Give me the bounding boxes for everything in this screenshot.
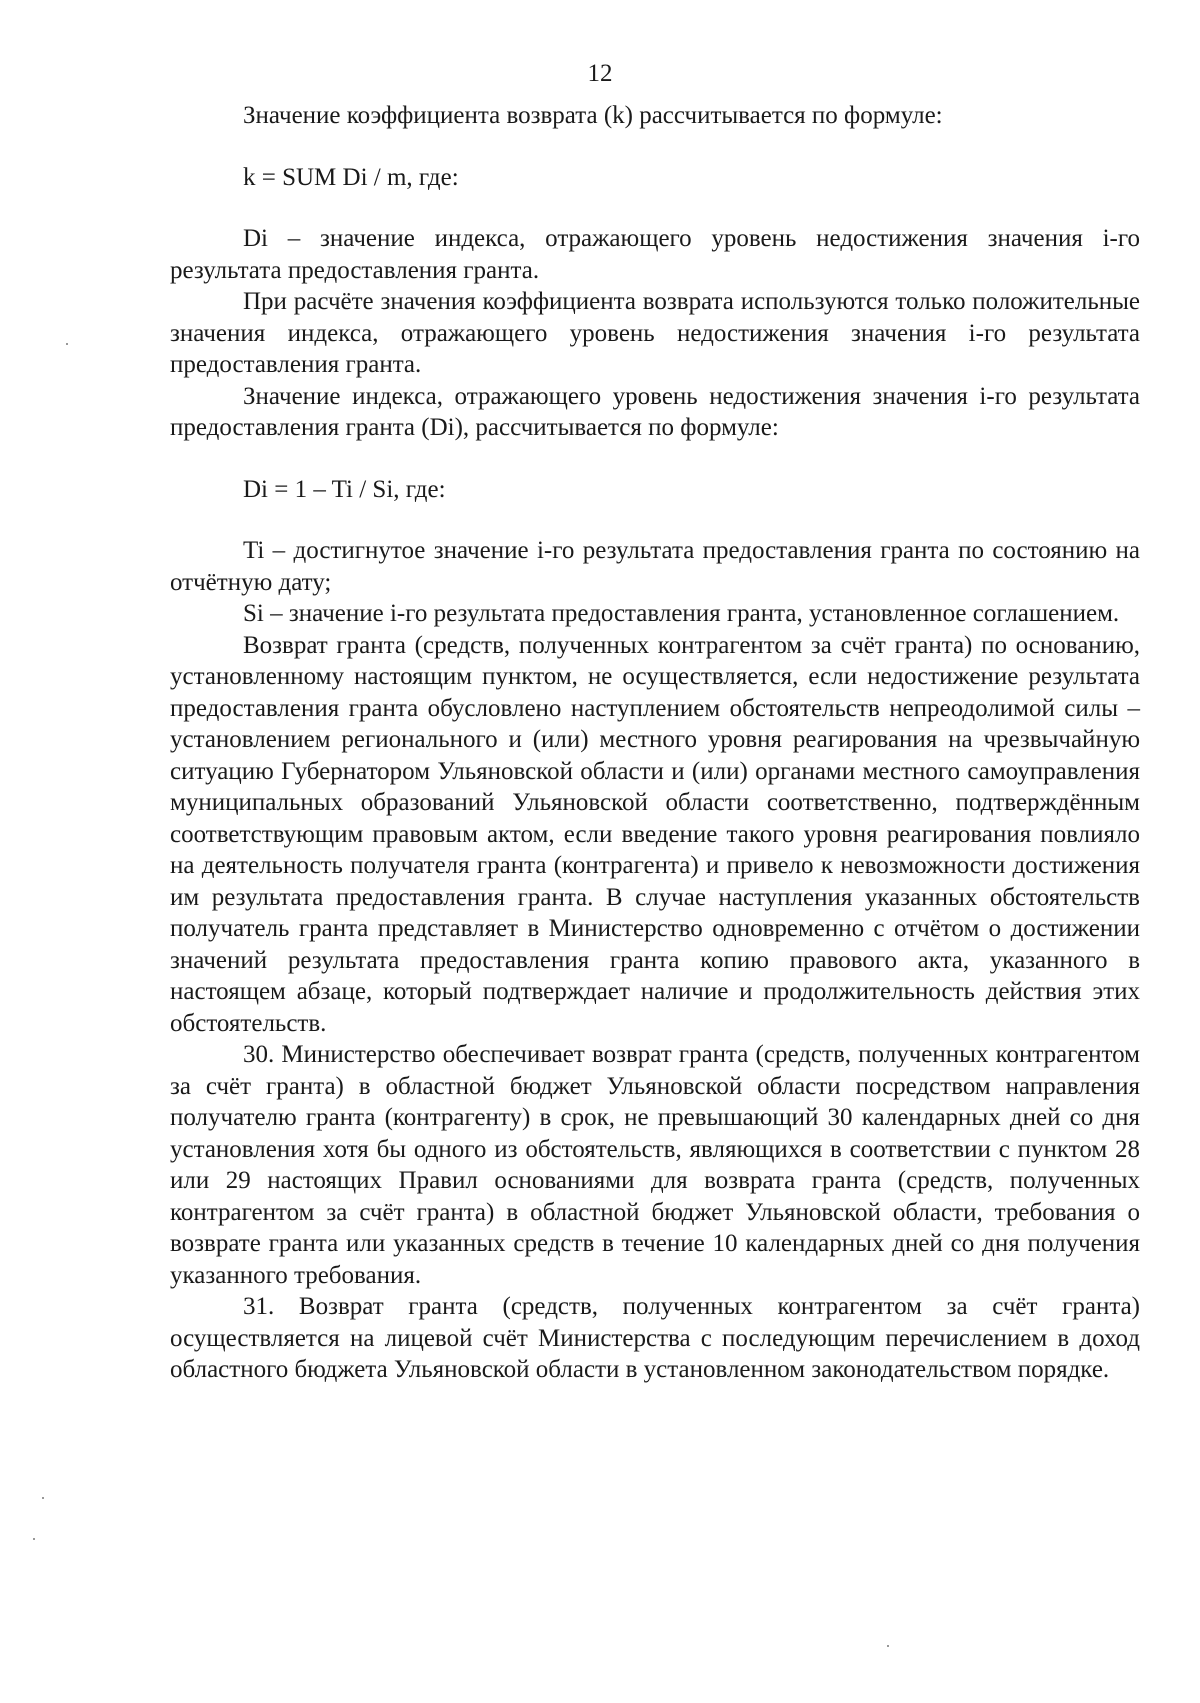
document-body (170, 100, 1140, 1386)
formula-di: Di = 1 – Ti / Si, где: (243, 475, 446, 503)
scan-speck (66, 343, 68, 345)
paragraph-positive-values: При расчёте значения коэффициента возврата используются только положительные значения индекса, отражающего уровень недостижения значения i-го результата предоставления гранта. (170, 288, 1140, 378)
paragraph-index-intro: Значение индекса, отражающего уровень недостижения значения i-го результата предоставления гранта (Di), рассчитывается по формуле: (170, 382, 1140, 441)
paragraph-coefficient-intro: Значение коэффициента возврата (k) рассчитывается по формуле: (243, 102, 943, 129)
clause-30: 30. Министерство обеспечивает возврат гранта (средств, полученных контрагентом за счёт гранта) в областной бюджет Ульяновской области посредством направления получателю гранта (контрагенту) в срок, не превышающий 30 календарных дней со дня установления хотя бы одного из обстоятельств, являющихся в соответствии с пунктом 28 или 29 настоящих Правил основаниями для возврата гранта (средств, полученных контрагентом за счёт гранта) в областной бюджет Ульяновской области, требования о возврате гранта или указанных средств в течение 10 календарных дней со дня получения указанного требования. (170, 1041, 1140, 1289)
scan-speck (887, 1645, 889, 1647)
definition-di: Di – значение индекса, отражающего уровень недостижения значения i-го результата предоставления гранта. (170, 225, 1140, 284)
definition-ti: Ti – достигнутое значение i-го результата предоставления гранта по состоянию на отчётную дату; (170, 537, 1140, 596)
page-number: 12 (587, 60, 613, 87)
definition-si: Si – значение i-го результата предоставления гранта, установленное соглашением. (243, 600, 1120, 627)
paragraph-force-majeure: Возврат гранта (средств, полученных контрагентом за счёт гранта) по основанию, установленному настоящим пунктом, не осуществляется, если недостижение результата предоставления гранта обусловлено наступлением обстоятельств непреодолимой силы – установлением регионального и (или) местного уровня реагирования на чрезвычайную ситуацию Губернатором Ульяновской области и (или) органами местного самоуправления муниципальных образований Ульяновской области соответственно, подтверждённым соответствующим правовым актом, если введение такого уровня реагирования повлияло на деятельность получателя гранта (контрагента) и привело к невозможности достижения им результата предоставления гранта. В случае наступления указанных обстоятельств получатель гранта представляет в Министерство одновременно с отчётом о достижении значений результата предоставления гранта копию правового акта, указанного в настоящем абзаце, который подтверждает наличие и продолжительность действия этих обстоятельств. (170, 631, 1140, 1037)
clause-31: 31. Возврат гранта (средств, полученных контрагентом за счёт гранта) осуществляется на лицевой счёт Министерства с последующим перечислением в доход областного бюджета Ульяновской области в установленном законодательством порядке. (170, 1293, 1140, 1383)
scan-speck (42, 1497, 44, 1499)
formula-k: k = SUM Di / m, где: (243, 163, 459, 191)
scan-speck (33, 1538, 35, 1540)
